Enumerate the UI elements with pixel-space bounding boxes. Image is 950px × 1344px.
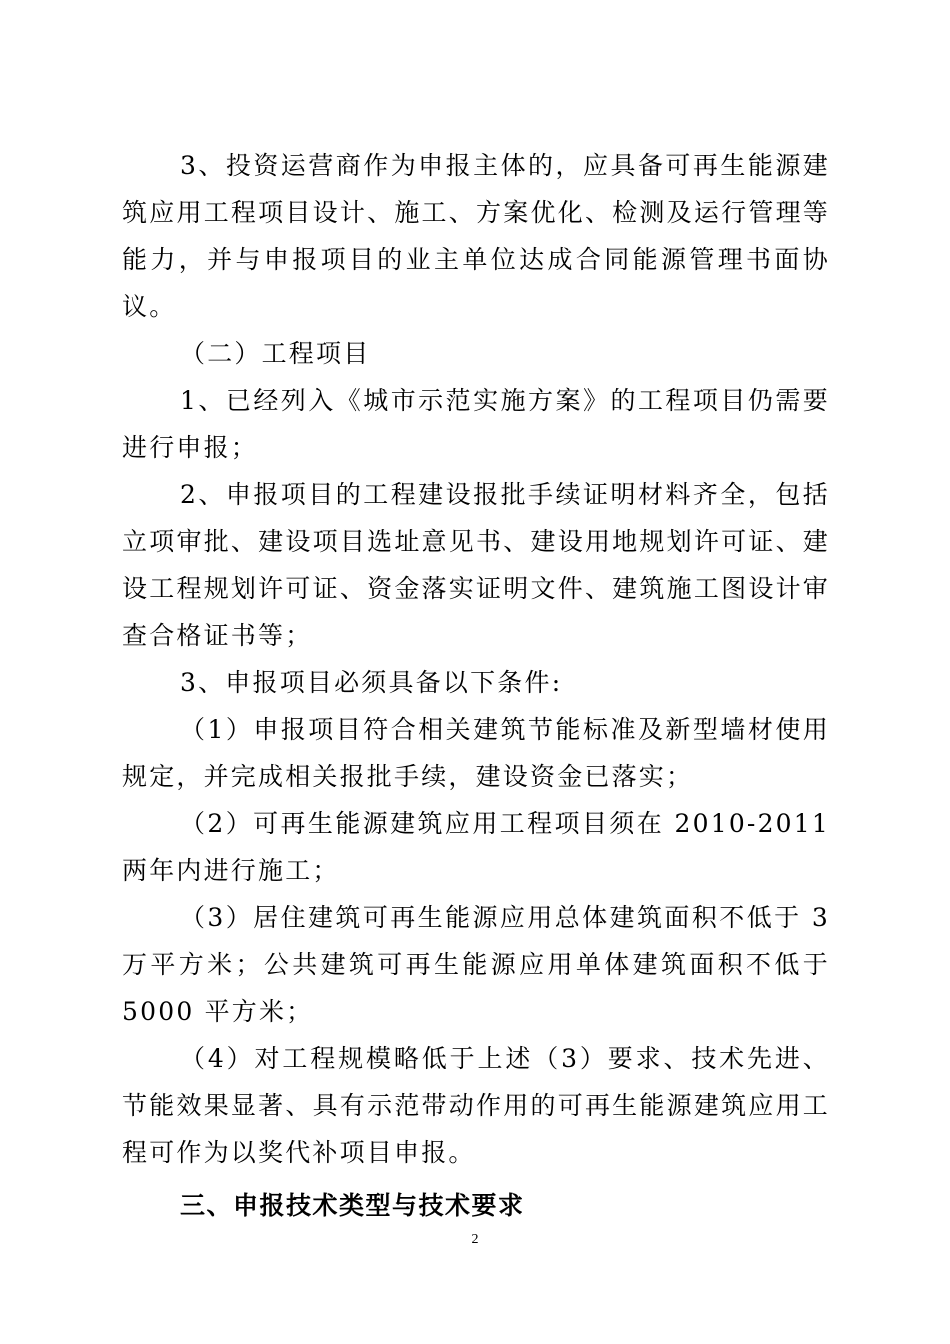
subsection-heading-engineering-projects: （二）工程项目 — [180, 339, 371, 368]
paragraph-listed-projects: 1、已经列入《城市示范实施方案》的工程项目仍需要进行申报； — [122, 386, 830, 462]
paragraph-approval-documents: 2、申报项目的工程建设报批手续证明材料齐全，包括立项审批、建设项目选址意见书、建设用地规划许可证、建设工程规划许可证、资金落实证明文件、建筑施工图设计审查合格证书等； — [122, 480, 830, 650]
paragraph-conditions-intro: 3、申报项目必须具备以下条件: — [180, 668, 563, 697]
paragraph-condition-4: （4）对工程规模略低于上述（3）要求、技术先进、节能效果显著、具有示范带动作用的可再生能源建筑应用工程可作为以奖代补项目申报。 — [122, 1044, 830, 1167]
paragraph-investor-requirements: 3、投资运营商作为申报主体的，应具备可再生能源建筑应用工程项目设计、施工、方案优化、检测及运行管理等能力，并与申报项目的业主单位达成合同能源管理书面协议。 — [122, 151, 830, 321]
document-body — [122, 142, 830, 1229]
paragraph-condition-3: （3）居住建筑可再生能源应用总体建筑面积不低于 3 万平方米；公共建筑可再生能源应用单体建筑面积不低于 5000 平方米； — [122, 903, 830, 1026]
paragraph-condition-2: （2）可再生能源建筑应用工程项目须在 2010-2011 两年内进行施工； — [122, 809, 830, 885]
page-number: 2 — [471, 1232, 479, 1247]
section-heading-technical-types: 三、申报技术类型与技术要求 — [180, 1191, 525, 1220]
paragraph-condition-1: （1）申报项目符合相关建筑节能标准及新型墙材使用规定，并完成相关报批手续，建设资金已落实； — [122, 715, 830, 791]
